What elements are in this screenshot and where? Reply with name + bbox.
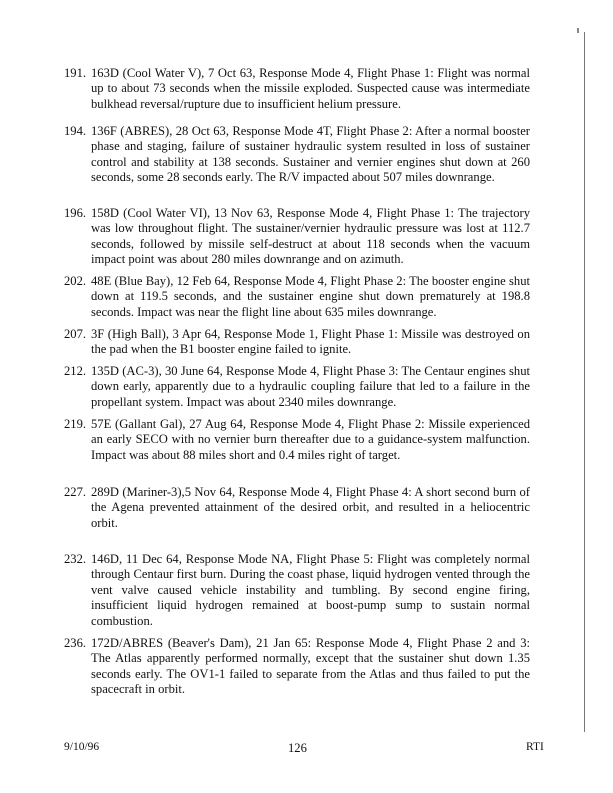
entry-number: 194. xyxy=(64,124,87,138)
entry-236 xyxy=(64,636,530,698)
entry-202 xyxy=(64,274,530,320)
entry-number: 212. xyxy=(64,364,87,378)
entry-number: 219. xyxy=(64,417,87,431)
entry-196 xyxy=(64,206,530,268)
entry-text: 158D (Cool Water VI), 13 Nov 63, Response Mode 4, Flight Phase 1: The trajectory was low throughout flight. The sustainer/vernier hydraulic pressure was lost at 112.7 seconds, followed by missile self-destruct at about 118 seconds when the vacuum impact point was about 280 miles downrange and on azimuth. xyxy=(91,206,530,267)
entry-number: 232. xyxy=(64,552,87,566)
entry-number: 227. xyxy=(64,485,87,499)
entry-227 xyxy=(64,485,530,531)
entry-text: 289D (Mariner-3),5 Nov 64, Response Mode 4, Flight Phase 4: A short second burn of the Agena prevented attainment of the desired orbit, and resulted in a heliocentric orbit. xyxy=(91,485,530,530)
entry-text: 57E (Gallant Gal), 27 Aug 64, Response Mode 4, Flight Phase 2: Missile experienced an early SECO with no vernier burn thereafter due to a guidance-system malfunction. Impact was about 88 miles short and 0.4 miles right of target. xyxy=(91,417,530,462)
entry-text: 3F (High Ball), 3 Apr 64, Response Mode 1, Flight Phase 1: Missile was destroyed on the pad when the B1 booster engine failed to ignite. xyxy=(91,327,530,357)
entry-text: 136F (ABRES), 28 Oct 63, Response Mode 4T, Flight Phase 2: After a normal booster phase and staging, failure of sustainer hydraulic system resulted in loss of sustainer control and stability at 138 seconds. Sustainer and vernier engines shut down at 260 seconds, some 28 seconds early. The R/V impacted about 507 miles downrange. xyxy=(91,124,530,185)
footer-date: 9/10/96 xyxy=(64,741,100,753)
page-number: 126 xyxy=(288,741,307,755)
entry-number: 202. xyxy=(64,274,87,288)
entry-text: 172D/ABRES (Beaver's Dam), 21 Jan 65: Response Mode 4, Flight Phase 2 and 3: The Atlas apparently performed normally, except that the sustainer shut down 1.35 seconds early. The OV1-1 failed to separate from the Atlas and thus failed to put the spacecraft in orbit. xyxy=(91,636,530,697)
entry-text: 48E (Blue Bay), 12 Feb 64, Response Mode 4, Flight Phase 2: The booster engine shut down at 119.5 seconds, and the sustainer engine shut down prematurely at 198.8 seconds. Impact was near the flight line about 635 miles downrange. xyxy=(91,274,530,319)
entry-number: 236. xyxy=(64,636,87,650)
entry-191 xyxy=(64,66,530,112)
entry-219 xyxy=(64,417,530,463)
entry-212 xyxy=(64,364,530,410)
entry-number: 191. xyxy=(64,66,87,80)
entry-194 xyxy=(64,124,530,186)
page-edge-line xyxy=(584,32,585,732)
entry-text: 146D, 11 Dec 64, Response Mode NA, Flight Phase 5: Flight was completely normal through Centaur first burn. During the coast phase, liquid hydrogen vented through the vent valve caused vehicle instability and tumbling. By second engine firing, insufficient liquid hydrogen remained at boost-pump sump to sustain normal combustion. xyxy=(91,552,530,628)
binding-mark xyxy=(577,28,579,33)
entry-text: 135D (AC-3), 30 June 64, Response Mode 4, Flight Phase 3: The Centaur engines shut down early, apparently due to a hydraulic coupling failure that led to a failure in the propellant system. Impact was about 2340 miles downrange. xyxy=(91,364,530,409)
entry-232 xyxy=(64,552,530,629)
entry-207 xyxy=(64,327,530,358)
footer-org: RTI xyxy=(526,741,544,753)
entry-text: 163D (Cool Water V), 7 Oct 63, Response Mode 4, Flight Phase 1: Flight was normal up to about 73 seconds when the missile exploded. Suspected cause was intermediate bulkhead reversal/rupture due to insufficient helium pressure. xyxy=(91,66,530,111)
entry-number: 207. xyxy=(64,327,87,341)
entry-number: 196. xyxy=(64,206,87,220)
